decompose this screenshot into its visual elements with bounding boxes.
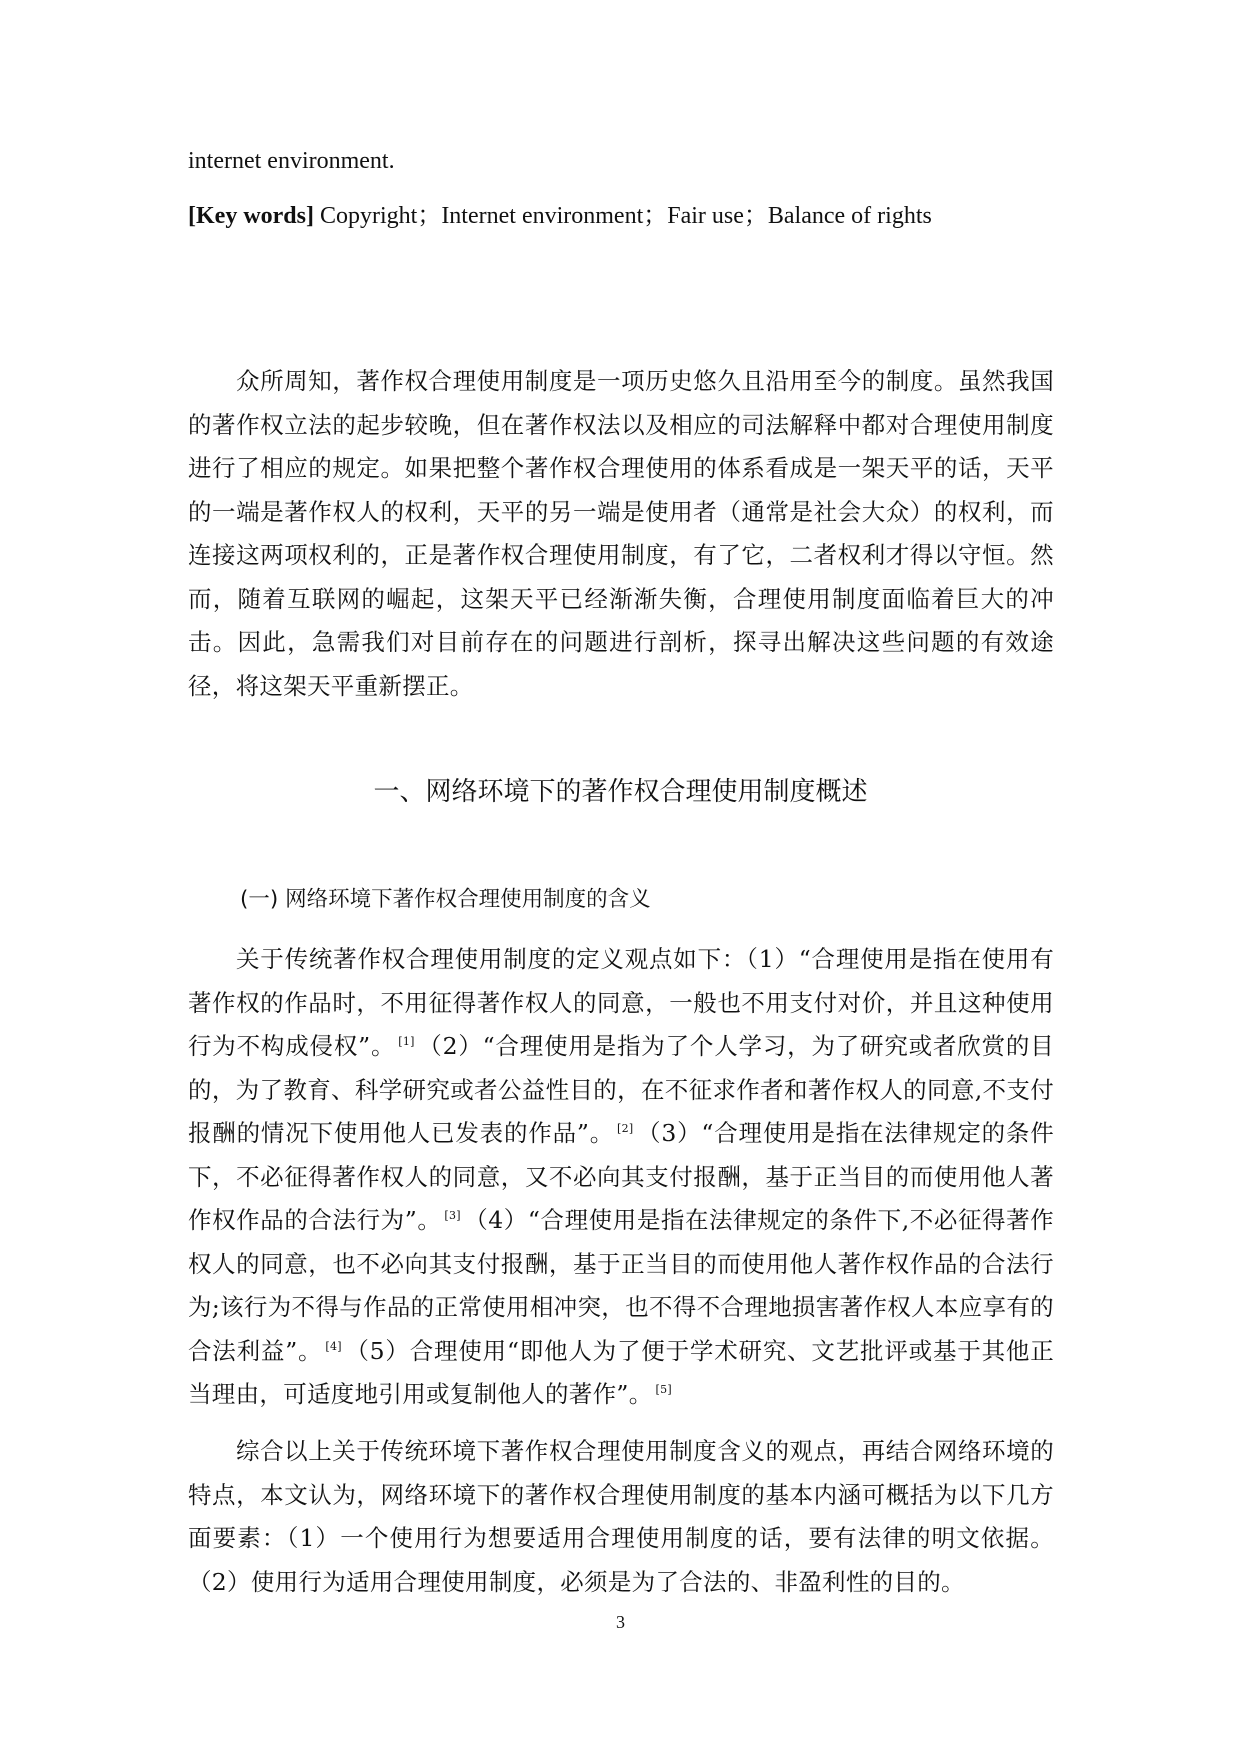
definition-5: （5）合理使用“即他人为了便于学术研究、文艺批评或基于其他正当理由，可适度地引用或复制他人的著作”。 [188,1336,1054,1408]
definitions-paragraph [188,938,1054,1417]
definition-3: （3）“合理使用是指在法律规定的条件下，不必征得著作权人的同意，又不必向其支付报酬，基于正当目的而使用他人著作权作品的合法行为”。 [188,1119,1054,1234]
citation-ref-1: [1] [398,1035,415,1049]
abstract-tail: internet environment. [188,148,395,174]
subsection-heading: (一) 网络环境下著作权合理使用制度的含义 [240,887,651,912]
page-number: 3 [616,1612,625,1632]
intro-text: 众所周知，著作权合理使用制度是一项历史悠久且沿用至今的制度。虽然我国的著作权立法的起步较晚，但在著作权法以及相应的司法解释中都对合理使用制度进行了相应的规定。如果把整个著作权合理使用的体系看成是一架天平的话，天平的一端是著作权人的权利，天平的另一端是使用者（通常是社会大众）的权利，而连接这两项权利的，正是著作权合理使用制度，有了它，二者权利才得以守恒。然而，随着互联网的崛起，这架天平已经渐渐失衡，合理使用制度面临着巨大的冲击。因此，急需我们对目前存在的问题进行剖析，探寻出解决这些问题的有效途径，将这架天平重新摆正。 [188,367,1054,700]
summary-text: 综合以上关于传统环境下著作权合理使用制度含义的观点，再结合网络环境的特点，本文认为，网络环境下的著作权合理使用制度的基本内涵可概括为以下几方面要素：（1）一个使用行为想要适用合理使用制度的话，要有法律的明文依据。（2）使用行为适用合理使用制度，必须是为了合法的、非盈利性的目的。 [188,1437,1054,1596]
keywords-text: Copyright；Internet environment；Fair use；Balance of rights [313,203,932,229]
definition-1: 关于传统著作权合理使用制度的定义观点如下：（1）“合理使用是指在使用有著作权的作品时，不用征得著作权人的同意，一般也不用支付对价，并且这种使用行为不构成侵权”。 [188,945,1054,1060]
keywords-line [188,201,1068,231]
citation-ref-3: [3] [444,1209,461,1223]
citation-ref-2: [2] [617,1122,634,1136]
section-heading: 一、网络环境下的著作权合理使用制度概述 [373,777,868,807]
summary-paragraph [188,1430,1054,1604]
citation-ref-4: [4] [325,1339,342,1353]
citation-ref-5: [5] [655,1383,672,1397]
intro-paragraph [188,360,1054,708]
definition-2: （2）“合理使用是指为了个人学习，为了研究或者欣赏的目的，为了教育、科学研究或者公益性目的，在不征求作者和著作权人的同意,不支付报酬的情况下使用他人已发表的作品”。 [188,1032,1054,1147]
keywords-label: [Key words] [188,203,314,229]
definition-4: （4）“合理使用是指在法律规定的条件下,不必征得著作权人的同意，也不必向其支付报酬，基于正当目的而使用他人著作权作品的合法行为;该行为不得与作品的正常使用相冲突，也不得不合理地损害著作权人本应享有的合法利益”。 [188,1206,1054,1365]
